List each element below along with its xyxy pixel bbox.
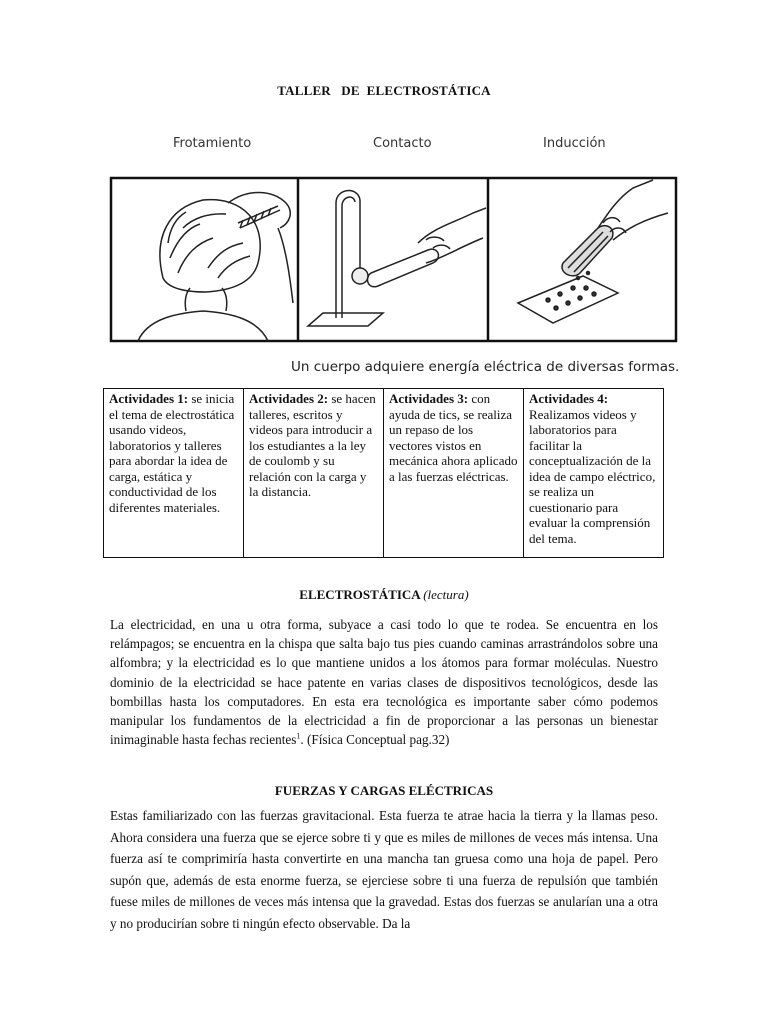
activity-text: se inicia el tema de electrostática usando videos, laboratorios y talleres para abordar la idea de carga, estática y conductividad de los diferentes materiales. — [109, 391, 235, 515]
activity-text: se hacen talleres, escritos y videos para introducir a los estudiantes a la ley de coulomb y su relación con la carga y la distancia. — [249, 391, 376, 499]
citation: . (Física Conceptual pag.32) — [300, 732, 450, 748]
charging-methods-figure — [108, 128, 680, 378]
label-frotamiento: Frotamiento — [173, 136, 252, 151]
footnote-mark: 1 — [296, 731, 301, 741]
activity-cell-1 — [104, 389, 244, 558]
activity-cell-4 — [524, 389, 664, 558]
electrostatica-paragraph: La electricidad, en una u otra forma, subyace a casi todo lo que te rodea. Se encuentra en los relámpagos; se encuentra en la chispa que salta bajo tus pies cuando caminas arrastrándolos sobre una alfombra; y la electricidad es lo que mantiene unidos a los átomos para formar moléculas. Nuestro dominio de la electricidad se hace patente en varias clases de dispositivos tecnológicos, desde las bombillas hasta los computadores. En esta era tecnológica es importante saber cómo podemos manipular los fundamentos de la electricidad a fin de proporcionar a las personas un bienestar inimaginable hasta fechas recientes$^1$. (Física Conceptual pag.32) — [110, 617, 658, 748]
activity-heading: Actividades 1: — [109, 391, 189, 406]
contact-pendulum-drawing — [308, 191, 486, 326]
activity-text: Realizamos videos y laboratorios para facilitar la conceptualización de la idea de campo eléctrico, se realiza un cuestionario para evaluar la comprensión del tema. — [529, 406, 656, 546]
section-heading-electrostatica: ELECTROSTÁTICA (lectura) — [299, 587, 469, 602]
rubbing-hair-drawing — [138, 192, 293, 341]
fuerzas-paragraph: Estas familiarizado con las fuerzas gravitacional. Esta fuerza te atrae hacia la tierra y la llamas peso. Ahora considera una fuerza que se ejerce sobre ti y que es miles de millones de veces más intensa. Una fuerza así te comprimiría hasta convertirte en una mancha tan gruesa como una hoja de papel. Pero supón que, además de esta enorme fuerza, se ejerciese sobre ti una fuerza de repulsión que también fuese miles de millones de veces más intensa que la gravedad. Estas dos fuerzas se anularían una a otra y no producirían sobre ti ningún efecto observable. Da la — [110, 808, 658, 931]
section-subheading: (lectura) — [423, 587, 469, 602]
charging-methods-illustration — [108, 128, 680, 378]
induction-drawing — [518, 180, 668, 323]
table-row — [104, 389, 664, 558]
document-title: TALLER DE ELECTROSTÁTICA — [277, 83, 491, 98]
activities-table — [103, 388, 664, 558]
activity-heading: Actividades 2: — [249, 391, 329, 406]
activity-heading: Actividades 4: — [529, 391, 609, 406]
label-induccion: Inducción — [543, 136, 606, 151]
activity-cell-2 — [244, 389, 384, 558]
label-contacto: Contacto — [373, 136, 432, 151]
section-heading-fuerzas: FUERZAS Y CARGAS ELÉCTRICAS — [274, 783, 494, 798]
activity-heading: Actividades 3: — [389, 391, 469, 406]
activity-text: con ayuda de tics, se realiza un repaso de los vectores vistos en mecánica ahora aplicado a las fuerzas eléctricas. — [389, 391, 518, 484]
figure-caption: Un cuerpo adquiere energía eléctrica de diversas formas. — [291, 359, 680, 375]
activity-cell-3 — [384, 389, 524, 558]
